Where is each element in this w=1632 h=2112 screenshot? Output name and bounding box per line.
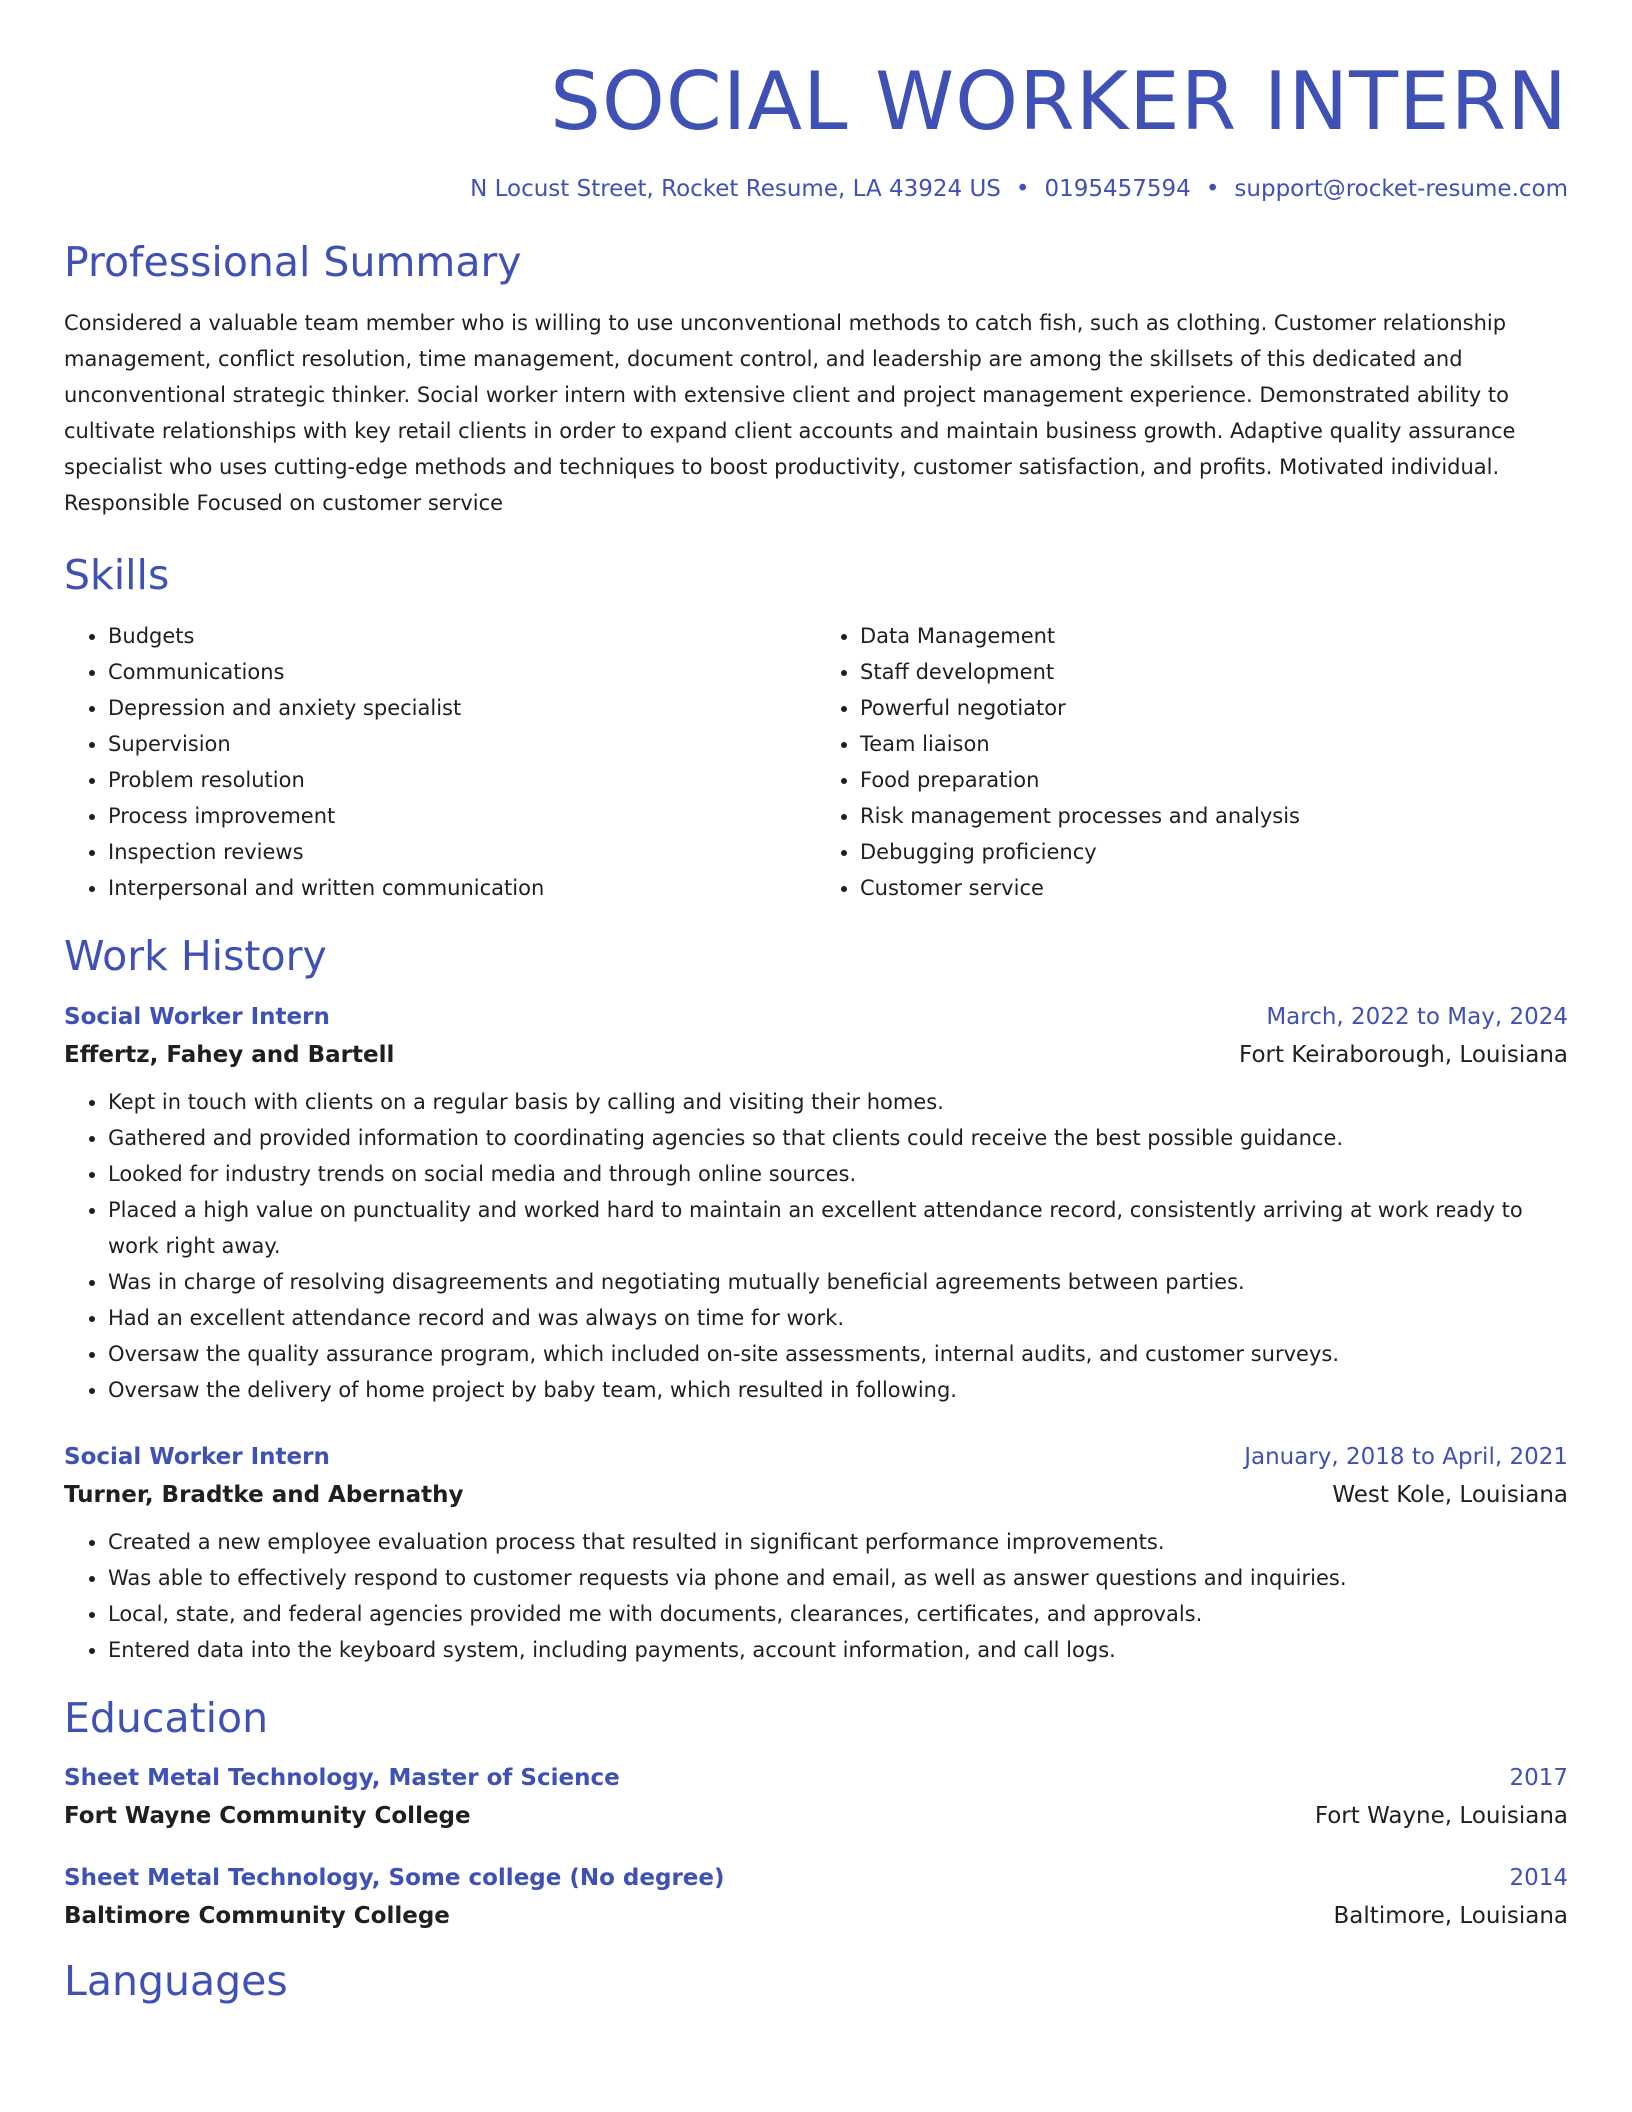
skill-item: • Budgets (108, 618, 816, 654)
skill-item: • Inspection reviews (108, 834, 816, 870)
education-header-row (64, 1765, 1568, 1791)
job-bullet: • Looked for industry trends on social media and through online sources. (108, 1156, 1568, 1192)
job-company-row (64, 1470, 1568, 1508)
skill-item: • Interpersonal and written communication (108, 870, 816, 906)
job-bullets (64, 1524, 1568, 1668)
education-school: Fort Wayne Community College (64, 1802, 471, 1829)
job-role: Social Worker Intern (64, 1003, 330, 1030)
job-bullet: • Oversaw the delivery of home project by baby team, which resulted in following. (108, 1372, 1568, 1408)
skill-item: • Problem resolution (108, 762, 816, 798)
skill-item: • Powerful negotiator (860, 690, 1568, 726)
job-bullets (64, 1084, 1568, 1408)
job-header-row (64, 1444, 1568, 1470)
skill-item: • Debugging proficiency (860, 834, 1568, 870)
languages-heading: Languages (64, 1956, 288, 2005)
skill-item: • Food preparation (860, 762, 1568, 798)
job-bullet: • Kept in touch with clients on a regular basis by calling and visiting their homes. (108, 1084, 1568, 1120)
education-school-row (64, 1791, 1568, 1829)
job-bullet: • Was in charge of resolving disagreements and negotiating mutually beneficial agreements between parties. (108, 1264, 1568, 1300)
contact-phone: 0195457594 (1044, 176, 1191, 202)
education-location: Fort Wayne, Louisiana (1314, 1802, 1568, 1829)
contact-line (64, 176, 1568, 202)
job-company: Turner, Bradtke and Abernathy (64, 1481, 464, 1508)
job-dates: January, 2018 to April, 2021 (1244, 1443, 1568, 1470)
skill-item: • Process improvement (108, 798, 816, 834)
education-entry (64, 1765, 1568, 1829)
education-degree: Sheet Metal Technology, Some college (No degree) (64, 1864, 725, 1891)
job-entry (64, 1004, 1568, 1408)
job-header-row (64, 1004, 1568, 1030)
work-history-heading: Work History (64, 932, 327, 981)
job-location: Fort Keiraborough, Louisiana (1239, 1041, 1568, 1068)
job-bullet: • Oversaw the quality assurance program, which included on-site assessments, internal audits, and customer surveys. (108, 1336, 1568, 1372)
skills-column-right (816, 618, 1568, 906)
job-bullet: • Placed a high value on punctuality and worked hard to maintain an excellent attendance record, consistently arriving at work ready to work right away. (108, 1192, 1568, 1264)
skill-item: • Communications (108, 654, 816, 690)
skill-item: • Staff development (860, 654, 1568, 690)
education-heading: Education (64, 1693, 269, 1742)
education-school-row (64, 1891, 1568, 1929)
skill-item: • Depression and anxiety specialist (108, 690, 816, 726)
education-year: 2017 (1509, 1764, 1568, 1791)
job-entry (64, 1444, 1568, 1668)
skills-column-left (64, 618, 816, 906)
education-year: 2014 (1509, 1864, 1568, 1891)
education-location: Baltimore, Louisiana (1333, 1902, 1568, 1929)
skill-item: • Supervision (108, 726, 816, 762)
skill-item: • Customer service (860, 870, 1568, 906)
education-entry (64, 1865, 1568, 1929)
job-bullet: • Entered data into the keyboard system, including payments, account information, and call logs. (108, 1632, 1568, 1668)
education-school: Baltimore Community College (64, 1902, 450, 1929)
summary-heading: Professional Summary (64, 238, 522, 286)
contact-separator: • (1205, 176, 1220, 202)
contact-email[interactable]: support@rocket-resume.com (1234, 176, 1568, 202)
job-bullet: • Was able to effectively respond to customer requests via phone and email, as well as answer questions and inquiries. (108, 1560, 1568, 1596)
job-location: West Kole, Louisiana (1332, 1481, 1568, 1508)
job-dates: March, 2022 to May, 2024 (1266, 1003, 1568, 1030)
contact-separator: • (1015, 176, 1030, 202)
skill-item: • Data Management (860, 618, 1568, 654)
resume-title: SOCIAL WORKER INTERN (550, 55, 1568, 148)
job-bullet: • Gathered and provided information to coordinating agencies so that clients could receive the best possible guidance. (108, 1120, 1568, 1156)
job-bullet: • Had an excellent attendance record and was always on time for work. (108, 1300, 1568, 1336)
education-degree: Sheet Metal Technology, Master of Science (64, 1764, 620, 1791)
job-bullet: • Created a new employee evaluation process that resulted in significant performance improvements. (108, 1524, 1568, 1560)
job-company: Effertz, Fahey and Bartell (64, 1041, 395, 1068)
skills-list (64, 618, 1568, 906)
job-company-row (64, 1030, 1568, 1068)
skill-item: • Risk management processes and analysis (860, 798, 1568, 834)
summary-text: Considered a valuable team member who is willing to use unconventional methods to catch fish, such as clothing. Customer relationship management, conflict resolution, time management, document control, and leadership are among the skillsets of this dedicated and unconventional strategic thinker. Social worker intern with extensive client and project management experience. Demonstrated ability to cultivate relationships with key retail clients in order to expand client accounts and maintain business growth. Adaptive quality assurance specialist who uses cutting-edge methods and techniques to boost productivity, customer satisfaction, and profits. Motivated individual. Responsible Focused on customer service (64, 311, 1516, 516)
job-bullet: • Local, state, and federal agencies provided me with documents, clearances, certificates, and approvals. (108, 1596, 1568, 1632)
skill-item: • Team liaison (860, 726, 1568, 762)
job-role: Social Worker Intern (64, 1443, 330, 1470)
skills-heading: Skills (64, 551, 170, 600)
contact-address: N Locust Street, Rocket Resume, LA 43924 US (470, 176, 1001, 202)
education-header-row (64, 1865, 1568, 1891)
